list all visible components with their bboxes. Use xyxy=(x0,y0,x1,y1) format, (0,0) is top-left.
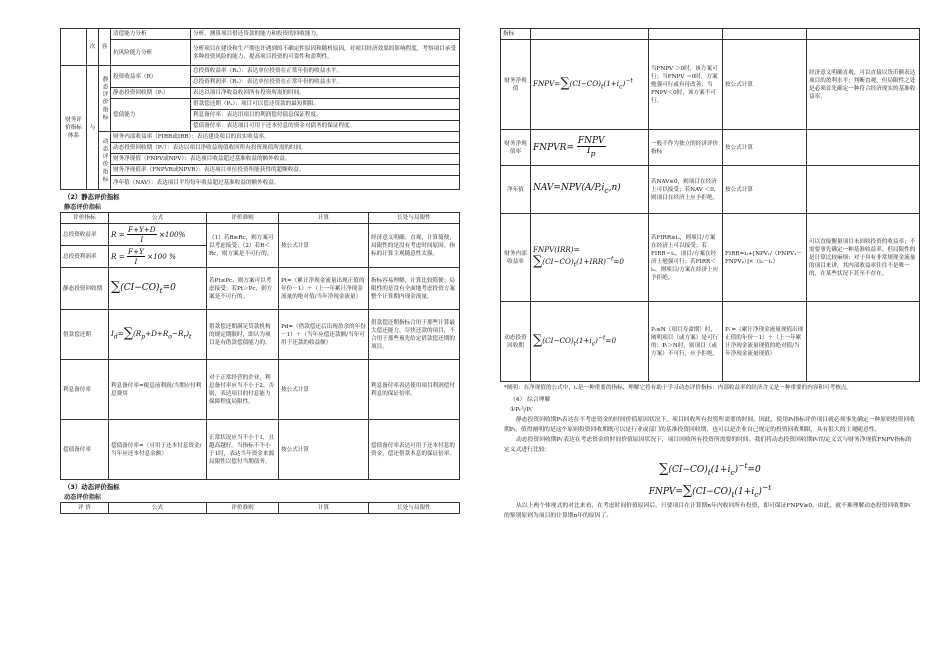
fnpv-pros: 经济意义明确直观，可以直接以货币额表达项目的盈利水平；判断直观。但局限性之处是必须首先确定一种符合经济现实的基准收益率。 xyxy=(807,40,920,130)
debt-service-pros: 偿债备付率表达可用于还本付息的资金，偿还借款本息的保证倍率。 xyxy=(369,420,460,480)
fnpv-rule: 当FNPV ＞0时，该方案可行；当FNPV ＝0时，方案勉强可行或有待改善；当FNPV＜0时，该方案不可行。 xyxy=(649,40,723,130)
loan-rule: 借款偿还期满足贷款机构的规定期限时，即认为项目是有借款偿债能力的。 xyxy=(207,310,279,360)
dynamic-indicator-header-table xyxy=(60,502,460,514)
section-3-title: （3）动态评价指标 xyxy=(64,483,120,491)
section-4-title: （4） 综合理解 xyxy=(510,397,551,403)
fnpvr-formula: FNPVR= $\frac{\text{FNPV}}{I_p}$ xyxy=(531,130,649,166)
static-indicator-table xyxy=(60,212,460,480)
risk-analysis-label: 抗风险能力分析 xyxy=(111,40,191,66)
equation-dpp: $\sum(CI-CO)_t(1+i_c)^{-t}=0$ xyxy=(659,461,761,477)
payback-pros: 指标容易理解，计算比较简便；局限性的是没有全面地考虑投资方案整个计算期内现金流量。 xyxy=(369,268,460,310)
side-ci: 次 xyxy=(87,29,99,66)
nav-rule: 若NAV≥0，则项目在经济上可以接受；若NAV ＜0，则项目在经济上应予拒绝。 xyxy=(649,166,723,214)
debt-analysis-desc: 分析、测算项目借还贷款的能力和投资的回收能力。 xyxy=(191,29,460,40)
loan-calc: Pd=（借款偿还后出现盈余的年份－1）＋（当年应偿还款额/当年可用于还款的收益额） xyxy=(279,310,369,360)
debt-analysis-label: 清偿能力分析 xyxy=(111,29,191,40)
roi-formula-1: R = $\frac{F+Y+D}{I}$ ×100% xyxy=(109,224,207,246)
debt-capacity-label: 偿债能力 xyxy=(111,99,191,132)
paragraph-1: 静态投资回收期Pₜ表达在不考虑资金的时间价值原因状况下，项目回收所有投资所需要的时间。因此，使用Pₜ指标评价项目就必须事先确定一种原则投资回收期Pₜ，值得阐明的是这个原则投资回收期既可以是行业或部门的基准投资回收期，也可以是企业自己规定的投资回收期限，具有很大的主观随意性。 xyxy=(504,417,916,433)
dpp-calc: Pₜ′=（累计净现金流量现值出现正值的年份－1）＋（上一年累计净现金流量现值的绝对值/当年净现金流量现值） xyxy=(723,302,807,382)
interest-rule: 对于正常经营的企业，利息备付率应当不小于2。否则，表达项目的付息能力保障程度局限性。 xyxy=(207,360,279,420)
col-header-formula: 公式 xyxy=(109,213,207,224)
dyn-item-4: 财务净现值率（FNPVR或NPVR）：表达项目单位投资所能获得的超额收益。 xyxy=(111,165,460,176)
payback-label: 静态投资回收期（Pₜ） xyxy=(111,88,191,99)
dyn-item-2: 动态投资回收期（Pₜ′）：表达以项目净收益现值收回所有投资现值所需的时间。 xyxy=(111,143,460,154)
dyn-item-3: 财务净现值（FNPV或NPV）：表达项目收益超过基准收益的额外收益。 xyxy=(111,154,460,165)
section-2-title: （2）静态评价指标 xyxy=(64,193,120,201)
right-header-indicator: 指标 xyxy=(501,29,531,40)
debt-service-row-name: 偿债备付率 xyxy=(61,420,109,480)
nav-formula: $NAV=NPV(A/P,i_c,n)$ xyxy=(531,166,649,214)
roi-calc: 按公式计算 xyxy=(279,224,369,268)
equation-fnpv: $FNPV=\sum(CI-CO)_t(1+i_c)^{-t}$ xyxy=(648,482,772,499)
firr-calc: FIRR=i₁+[NPV₁/（FNPV₁－FNPV₂）]×（i₂－i₁） xyxy=(723,214,807,302)
fnpvr-rule: 一般不作为独立的经济评价指标 xyxy=(649,130,723,166)
loan-row-name: 借款偿还期 xyxy=(61,310,109,360)
loan-pros: 借款偿还期指标合用于那些计算最大偿还能力，尽快还款的项目，不合用于那些预先给定借款偿还期的项目。 xyxy=(369,310,460,360)
static-subtitle: 静态评价指标 xyxy=(64,204,102,211)
fnpvr-calc: 按公式计算 xyxy=(723,130,807,166)
dyn-col-pros: 长处与局限性 xyxy=(369,503,460,514)
payback-rule: 若Pt≤Pc，则方案可以考虑接受；若Pt＞Pc，则方案是不可行的。 xyxy=(207,268,279,310)
debt-item-3: 偿债备付率：表达项目可用于还本付息的资金对债务的保证程度。 xyxy=(191,121,460,132)
roi-row-name-1: 总投资收益率 xyxy=(61,224,109,246)
firr-rule: 若FIRR≥iₑ，则项目/方案在经济上可以接受；若FIRR＝iₑ，项目/方案在经济上勉强可行；若FIRR＜iₑ，则项目/方案在经济上应予拒绝。 xyxy=(649,214,723,302)
fin-indicator-system-label: 财务评价指标体系 xyxy=(61,66,87,190)
payback-desc: 表达以项目净收益收回所有投资所需的时间。 xyxy=(191,88,460,99)
fnpvr-name: 财务净现值率 xyxy=(501,130,531,166)
side-rong: 容 xyxy=(99,29,111,66)
nav-calc: 按公式计算 xyxy=(723,166,807,214)
section-4-subtitle: ①Pₜ与Pₜ′ xyxy=(510,407,533,413)
dpp-formula: $\sum(CI-CO)_t(1+i_c)^{-t}=0$ xyxy=(531,302,649,382)
fnpv-formula: $FNPV=\sum(CI-CO)_t(1+i_c)^{-t}$ xyxy=(531,40,649,130)
dyn-col-rule: 评价准则 xyxy=(207,503,279,514)
side-yu: 与 xyxy=(87,66,99,190)
firr-pros: 可以直接衡量项目未回收投资的收益率；不需要事先确定一种基准收益率。但局限性的是计算比较麻烦；对于具有非常规现金流量的项目来讲，其内部收益率往往不是唯一的，在某些状况下甚至不存在。 xyxy=(807,214,920,302)
interest-calc: 按公式计算 xyxy=(279,360,369,420)
debt-item-1: 借款偿还期（Pₐ）：项目可以偿还贷款的最短期限。 xyxy=(191,99,460,110)
roi-item-2: 总投资利润率（R₂）：表达单位投资在正常年份的收益水平。 xyxy=(191,77,460,88)
right-column xyxy=(500,28,920,666)
roi-pros: 经济意义明确、直观，计算简便，局限性的是没有考虑时间原因。指标的计算主观随意性太强。 xyxy=(369,224,460,268)
dynamic-subtitle: 动态评价指标 xyxy=(64,494,102,501)
col-header-indicator: 评价指标 xyxy=(61,213,109,224)
debt-item-2: 利息备付率：表达用项目的利润偿付债息保证程度。 xyxy=(191,110,460,121)
col-header-rule: 评价准则 xyxy=(207,213,279,224)
debt-service-formula: 偿债备付率=（可用于还本付息资金/当年应还本付息金额） xyxy=(109,420,207,480)
roi-formula-2: R = $\frac{F+Y}{I}$ ×100 % xyxy=(109,246,207,268)
interest-row-name: 利息备付率 xyxy=(61,360,109,420)
debt-service-rule: 正常状况应当不小于1，且越高越好。当指标不不小于1时，表达当年资金来源局限性以偿付当期债务。 xyxy=(207,420,279,480)
roi-row-name-2: 总投资利润率 xyxy=(61,246,109,268)
dyn-item-5: 净年值（NAV）：表达项目平均每年收益超过基准收益的额外收益。 xyxy=(111,176,460,190)
risk-analysis-desc: 分析项目在建设和生产期也许遇到的不确定性原因和随机原因，对项目经济效果的影响程度，考察项目承受多种投资风险的能力，提高项目投资的可靠性和盈利性。 xyxy=(191,40,460,66)
roi-item-1: 总投资收益率（R₁）：表达单位投资在正常年份的收益水平。 xyxy=(191,66,460,77)
dpp-name: 动态投资回收期 xyxy=(501,302,531,382)
interest-formula: 利息备付率=税息前利润/当期应付利息费用 xyxy=(109,360,207,420)
footnote: *阐明：在净现值的公式中，iₑ是一种重要的指标，理解它将有助于学习动态评价指标：内部收益率的经济含义是一种重要的内容和可考核点。 xyxy=(504,385,852,391)
paragraph-2: 动态投资回收期Pₜ′表达在考虑资金的时间价值原因状况下，项目回收所有投资所需要的时间。我们将动态投资回收期Pₜ′的定义式与财务净现值FNPV指标的定义式进行比较： xyxy=(504,437,912,453)
left-column xyxy=(60,28,460,666)
static-group-label: 静态评价指标 xyxy=(99,66,111,132)
payback-calc: Pt=（累计净现金流量出现正值的年份－1）＋（上一年累计净现金流量的绝对值/当年净现金流量） xyxy=(279,268,369,310)
col-header-calc: 计算 xyxy=(279,213,369,224)
fnpv-calc: 按公式计算 xyxy=(723,40,807,130)
firr-name: 财务内部收益率 xyxy=(501,214,531,302)
dynamic-indicator-table xyxy=(500,28,920,382)
roi-rule: （1）若R≥Rc，则方案可以考虑接受；（2）若R＜Rc，则方案是不可行的。 xyxy=(207,224,279,268)
payback-formula: $\sum(CI-CO)_t=0$ xyxy=(109,268,207,310)
dyn-item-1: 财务内部收益率（FIRR或IRR）：表达建设项目的真实收益率。 xyxy=(111,132,460,143)
debt-service-calc: 按公式计算 xyxy=(279,420,369,480)
loan-formula: $I_d=\sum(R_p+D+R_o-R_r)_t$ xyxy=(109,310,207,360)
col-header-pros: 长处与局限性 xyxy=(369,213,460,224)
indicator-system-table xyxy=(60,28,460,190)
nav-name: 净年值 xyxy=(501,166,531,214)
payback-row-name: 静态投资回收期 xyxy=(61,268,109,310)
dpp-rule: Pₜ≤N（项目寿命期）时，阐明项目（或方案）是可行的；Pₜ＞N时，则项目（或方案）不可行，应予拒绝。 xyxy=(649,302,723,382)
roi-label: 投资收益率（R） xyxy=(111,66,191,88)
dyn-col-indicator: 评 价 xyxy=(61,503,109,514)
firr-formula: FNPV(IRR)= $\sum(CI-CO)_t(1+IRR)^{-t}=0$ xyxy=(531,214,649,302)
dyn-col-formula: 公式 xyxy=(109,503,207,514)
paragraph-3: 从以上两个体现式的对比来看，在考虑时间价值原因后，只要项目在计算期n年内收回所有投资，即可保证FNPV≥0。由此，就不难理解动态投资回收期Pₜ′的鉴别原则为项目的计算期n年的原因了。 xyxy=(504,502,912,519)
interest-pros: 利息备付率表达使用项目利润偿付利息的保证倍率。 xyxy=(369,360,460,420)
dynamic-group-label: 动态评价指标 xyxy=(99,132,111,190)
fnpv-name: 财务净现值 xyxy=(501,40,531,130)
dyn-col-calc: 计算 xyxy=(279,503,369,514)
